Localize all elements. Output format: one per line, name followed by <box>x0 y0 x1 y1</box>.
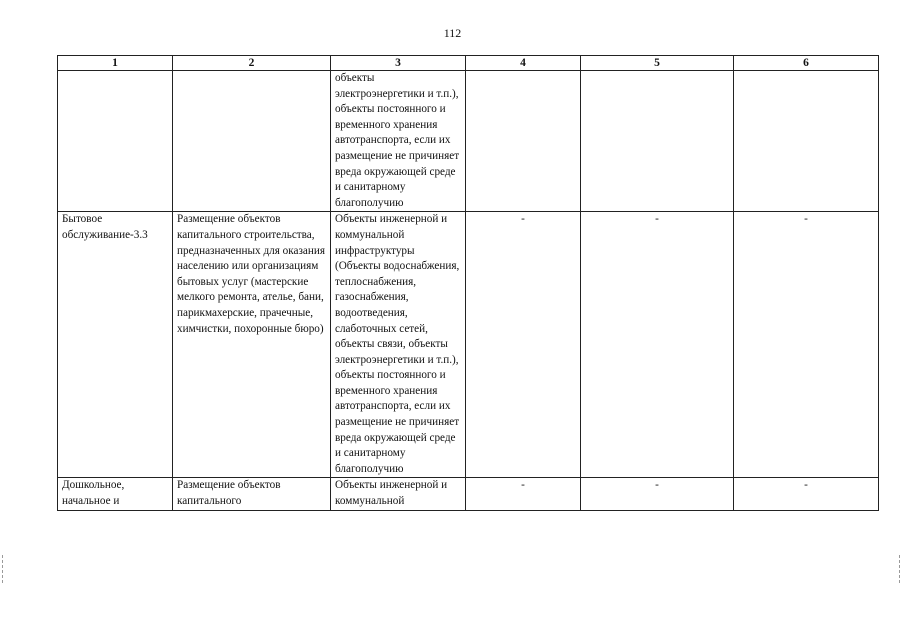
cell-auxiliary-objects: объекты электроэнергетики и т.п.), объекты постоянного и временного хранения автотранспорта, если их размещение не причиняет вреда окружающей среде и санитарному благополучию <box>331 71 466 212</box>
cell-col4 <box>466 71 581 212</box>
column-header-1: 1 <box>58 56 173 71</box>
cell-use-type <box>58 71 173 212</box>
table-row <box>58 71 879 212</box>
cell-col5: - <box>581 478 734 510</box>
cell-auxiliary-objects: Объекты инженерной и коммунальной <box>331 478 466 510</box>
table-row <box>58 212 879 478</box>
column-header-6: 6 <box>734 56 879 71</box>
column-header-4: 4 <box>466 56 581 71</box>
cell-col6 <box>734 71 879 212</box>
cell-col6: - <box>734 478 879 510</box>
table-header-row <box>58 56 879 71</box>
column-header-5: 5 <box>581 56 734 71</box>
land-use-table <box>57 55 879 511</box>
cell-col4: - <box>466 478 581 510</box>
cell-use-type: Дошкольное, начальное и <box>58 478 173 510</box>
cell-description <box>173 71 331 212</box>
cell-description: Размещение объектов капитального <box>173 478 331 510</box>
cell-auxiliary-objects: Объекты инженерной и коммунальной инфраструктуры (Объекты водоснабжения, теплоснабжения, газоснабжения, водоотведения, слаботочных сетей, объекты связи, объекты электроэнергетики и т.п.), объекты постоянного и временного хранения автотранспорта, если их размещение не причиняет вреда окружающей среде и санитарному благополучию <box>331 212 466 478</box>
column-header-2: 2 <box>173 56 331 71</box>
cell-col6: - <box>734 212 879 478</box>
page-number: 112 <box>443 26 462 40</box>
cell-col5 <box>581 71 734 212</box>
table-row <box>58 478 879 510</box>
right-scan-edge-mark <box>899 555 901 583</box>
cell-col5: - <box>581 212 734 478</box>
left-scan-edge-mark <box>2 555 4 583</box>
cell-description: Размещение объектов капитального строительства, предназначенных для оказания населению или организациям бытовых услуг (мастерские мелкого ремонта, ателье, бани, парикмахерские, прачечные, химчистки, похоронные бюро) <box>173 212 331 478</box>
column-header-3: 3 <box>331 56 466 71</box>
cell-use-type: Бытовое обслуживание-3.3 <box>58 212 173 478</box>
cell-col4: - <box>466 212 581 478</box>
